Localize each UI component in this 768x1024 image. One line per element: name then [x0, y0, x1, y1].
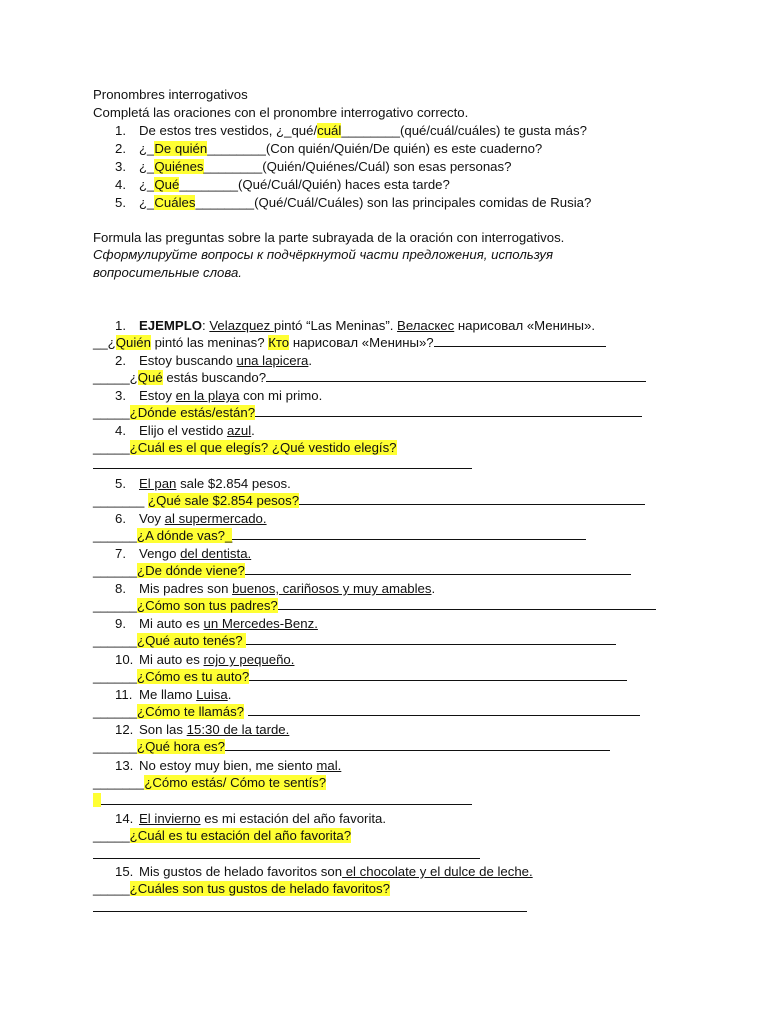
part1-item-4: 4. ¿_Qué________(Qué/Cuál/Quién) haces esta tarde?: [115, 177, 450, 192]
answer: Quiénes: [154, 159, 204, 174]
answer-6: ______¿A dónde vas?_: [93, 527, 586, 544]
sentence-4: 4. Elijo el vestido azul.: [115, 423, 255, 438]
sentence-2: 2. Estoy buscando una lapicera.: [115, 353, 313, 368]
blank-line: [93, 456, 472, 473]
answer-15: _____¿Cuáles son tus gustos de helado favoritos?: [93, 881, 390, 896]
answer-11: ______¿Cómo te llamás?: [93, 703, 640, 720]
sentence-10: 10. Mi auto es rojo y pequeño.: [115, 652, 295, 667]
answer-2: _____¿Qué estás buscando?: [93, 369, 646, 386]
answer-8: ______¿Cómo son tus padres?: [93, 597, 656, 614]
answer-13: _______¿Cómo estás/ Cómo te sentís?: [93, 775, 327, 790]
sentence-11: 11. Me llamo Luisa.: [115, 687, 232, 702]
sentence-3: 3. Estoy en la playa con mi primo.: [115, 388, 323, 403]
answer: De quién: [154, 141, 208, 156]
page-title: Pronombres interrogativos: [93, 87, 248, 102]
example-answer: __¿Quién pintó las meninas? Кто нарисовал «Менины»?: [93, 334, 606, 351]
sentence-9: 9. Mi auto es un Mercedes-Benz.: [115, 616, 318, 631]
part1-item-2: 2. ¿_De quién________(Con quién/Quién/De quién) es este cuaderno?: [115, 141, 543, 156]
answer: cuál: [317, 123, 342, 138]
instruction-2-ru-1: Сформулируйте вопросы к подчёркнутой части предложения, используя: [93, 247, 554, 262]
answer-9: ______¿Qué auto tenés?: [93, 632, 616, 649]
sentence-5: 5. El pan sale $2.854 pesos.: [115, 476, 291, 491]
part1-item-3: 3. ¿_Quiénes________(Quién/Quiénes/Cuál) son esas personas?: [115, 159, 512, 174]
sentence-15: 15. Mis gustos de helado favoritos son el chocolate y el dulce de leche.: [115, 864, 533, 879]
answer: Qué: [154, 177, 180, 192]
part1-item-1: 1. De estos tres vestidos, ¿_qué/cuál________(qué/cuál/cuáles) te gusta más?: [115, 123, 587, 138]
example-sentence: 1. EJEMPLO: Velazquez pintó “Las Meninas”. Веласкес нарисовал «Менины».: [115, 318, 596, 333]
answer-4: _____¿Cuál es el que elegís? ¿Qué vestido elegís?: [93, 440, 397, 455]
instruction-2-ru-2: вопросительные слова.: [93, 265, 242, 280]
sentence-6: 6. Voy al supermercado.: [115, 511, 267, 526]
blank-line: [93, 846, 480, 863]
sentence-8: 8. Mis padres son buenos, cariñosos y muy amables.: [115, 581, 436, 596]
blank-line: [93, 899, 527, 916]
sentence-13: 13. No estoy muy bien, me siento mal.: [115, 758, 342, 773]
answer-3: _____¿Dónde estás/están?: [93, 404, 642, 421]
answer-5: _______ ¿Qué sale $2.854 pesos?: [93, 492, 645, 509]
sentence-7: 7. Vengo del dentista.: [115, 546, 252, 561]
instruction-2: Formula las preguntas sobre la parte subrayada de la oración con interrogativos.: [93, 230, 565, 245]
answer-12: ______¿Qué hora es?: [93, 738, 610, 755]
answer-14: _____¿Cuál es tu estación del año favorita?: [93, 828, 352, 843]
answer-10: ______¿Cómo es tu auto?: [93, 668, 627, 685]
answer: Cuáles: [154, 195, 196, 210]
sentence-14: 14. El invierno es mi estación del año favorita.: [115, 811, 387, 826]
blank-line: [93, 792, 472, 809]
part1-item-5: 5. ¿_Cuáles________(Qué/Cuál/Cuáles) son las principales comidas de Rusia?: [115, 195, 592, 210]
sentence-12: 12. Son las 15:30 de la tarde.: [115, 722, 290, 737]
answer-7: ______¿De dónde viene?: [93, 562, 631, 579]
instruction-1: Completá las oraciones con el pronombre interrogativo correcto.: [93, 105, 469, 120]
